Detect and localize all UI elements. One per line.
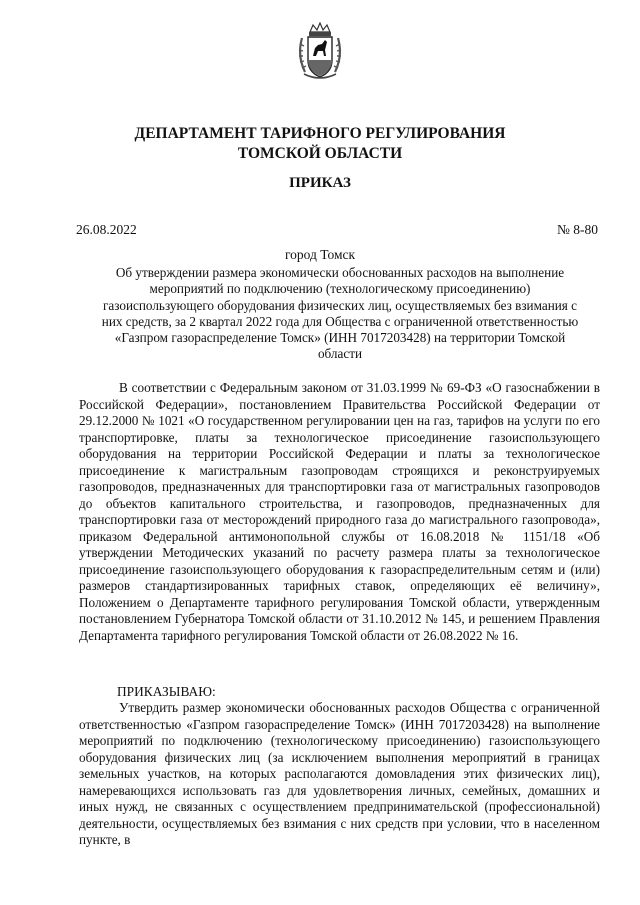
department-name-line2: ТОМСКОЙ ОБЛАСТИ — [237, 145, 403, 162]
coat-of-arms-icon — [296, 22, 344, 82]
subject-line: «Газпром газораспределение Томск» (ИНН 7017203428) на территории Томской — [114, 330, 566, 346]
document-subject — [80, 265, 600, 363]
document-type: ПРИКАЗ — [289, 175, 351, 191]
subject-line: газоиспользующего оборудования физических лиц, осуществляемых без взимания с — [102, 297, 578, 313]
preamble-paragraph: В соответствии с Федеральным законом от 31.03.1999 № 69-ФЗ «О газоснабжении в Российской Федерации», постановлением Правительства Российской Федерации от 29.12.2000 № 1021 «О государственном регулировании цен на газ, тарифов на услуги по его транспортировке, платы за технологическое присоединение газоиспользующего оборудования на территории Российской Федерации и платы за технологическое присоединение к магистральным газопроводам строящихся и реконструируемых газопроводов, предназначенных для транспортировки газа от магистральных газопроводов до объектов капитального строительства, и газопроводов, предназначенных для транспортировки газа от месторождений природного газа до магистрального газопровода», приказом Федеральной антимонопольной службы от 16.08.2018 № 1151/18 «Об утверждении Методических указаний по расчету размера платы за технологическое присоединение газоиспользующего оборудования к газораспределительным сетям и (или) размеров стандартизированных тарифных ставок, определяющих её величину», Положением о Департаменте тарифного регулирования Томской области, утвержденным постановлением Губернатора Томской области от 31.10.2012 № 145, и решением Правления Департамента тарифного регулирования Томской области от 26.08.2022 № 16. — [79, 380, 600, 643]
document-date: 26.08.2022 — [76, 222, 137, 237]
subject-line: мероприятий по подключению (технологическому присоединению) — [149, 281, 531, 297]
subject-line: них средств, за 2 квартал 2022 года для Общества с ограниченной ответственностью — [101, 313, 579, 329]
department-name-line1: ДЕПАРТАМЕНТ ТАРИФНОГО РЕГУЛИРОВАНИЯ — [134, 125, 506, 142]
document-number: № 8-80 — [556, 222, 598, 237]
subject-line: области — [317, 346, 363, 362]
order-clause-paragraph: Утвердить размер экономически обоснованных расходов Общества с ограниченной ответственностью «Газпром газораспределение Томск» (ИНН 7017203428) на выполнение мероприятий по подключению (технологическому присоединению) газоиспользующего оборудования физических лиц (за исключением выполнения мероприятий в границах земельных участков, на которых располагаются домовладения этих физических лиц), намеревающихся использовать газ для удовлетворения личных, семейных, домашних и иных нужд, не связанных с осуществлением предпринимательской (профессиональной) деятельности, осуществляемых без взимания с них средств при условии, что в населенном пункте, в — [79, 700, 600, 847]
document-city: город Томск — [284, 247, 356, 262]
order-heading: ПРИКАЗЫВАЮ: — [117, 684, 216, 699]
department-name — [0, 124, 640, 164]
subject-line: Об утверждении размера экономически обоснованных расходов на выполнение — [115, 265, 565, 280]
